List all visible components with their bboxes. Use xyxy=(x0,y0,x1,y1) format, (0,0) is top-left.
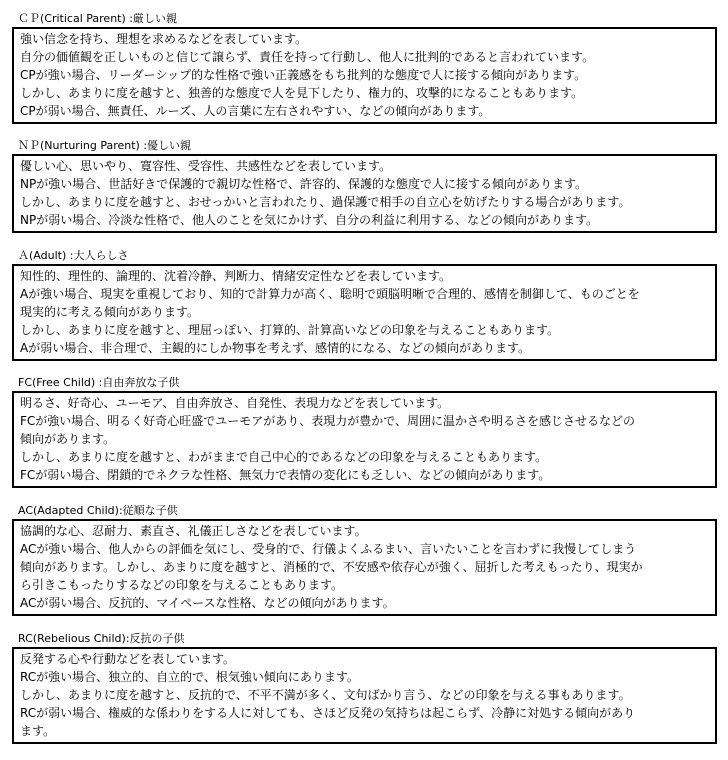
text-line: NPが強い場合、世話好きで保護的で親切な性格で、許容的、保護的な態度で人に接する傾向があります。 xyxy=(20,177,588,191)
text-line: RCが強い場合、独立的、自立的で、根気強い傾向にあります。 xyxy=(20,670,359,684)
section-cp xyxy=(12,12,717,124)
description-box xyxy=(12,154,717,233)
text-line: しかし、あまりに度を越すと、反抗的で、不平不満が多く、文句ばかり言う、などの印象を与える事もあります。 xyxy=(20,688,631,702)
text-line: 強い信念を持ち、理想を求めるなどを表しています。 xyxy=(20,32,308,46)
text-line: CPが弱い場合、無責任、ルーズ、人の言葉に左右されやすい、などの傾向があります。 xyxy=(20,104,491,118)
section-fc xyxy=(12,376,717,488)
description-box xyxy=(12,264,717,361)
text-line: しかし、あまりに度を越すと、おせっかいと言われたり、過保護で相手の自立心を妨げたりする場合があります。 xyxy=(20,195,631,209)
text-line: 知性的、理性的、論理的、沈着冷静、判断力、情緒安定性などを表しています。 xyxy=(20,269,452,283)
text-line: ACが強い場合、他人からの評価を気にし、受身的で、行儀よくふるまい、言いたいことを言わずに我慢してしまう xyxy=(20,542,637,556)
text-line: 協調的な心、忍耐力、素直さ、礼儀正しさなどを表しています。 xyxy=(20,524,367,538)
text-line: NPが弱い場合、冷淡な性格で、他人のことを気にかけず、自分の利益に利用する、などの傾向があります。 xyxy=(20,213,599,227)
text-line: 優しい心、思いやり、寛容性、受容性、共感性などを表しています。 xyxy=(20,159,392,173)
section-heading: Ａ(Adult) :大人らしさ xyxy=(18,249,129,262)
description-box xyxy=(12,519,717,616)
description-box xyxy=(12,391,717,488)
text-line: CPが強い場合、リーダーシップ的な性格で強い正義感をもち批判的な態度で人に接する傾向があります。 xyxy=(20,68,587,82)
section-heading: ＮＰ(Nurturing Parent) :優しい親 xyxy=(18,139,192,152)
text-line: しかし、あまりに度を越すと、わがままで自己中心的であるなどの印象を与えることもあります。 xyxy=(20,450,548,464)
text-line: FCが強い場合、明るく好奇心旺盛でユーモアがあり、表現力が豊かで、周囲に温かさや明るさを感じさせるなどの xyxy=(20,414,636,428)
text-line: FCが弱い場合、閉鎖的でネクラな性格、無気力で表情の変化にも乏しい、などの傾向があります。 xyxy=(20,468,551,482)
section-np xyxy=(12,139,717,233)
section-ac xyxy=(12,504,717,616)
description-box xyxy=(12,647,717,744)
text-line: ACが弱い場合、反抗的、マイペースな性格、などの傾向があります。 xyxy=(20,596,395,610)
text-line: 明るさ、好奇心、ユーモア、自由奔放さ、自発性、表現力などを表しています。 xyxy=(20,396,450,410)
text-line: しかし、あまりに度を越すと、独善的な態度で人を見下したり、権力的、攻撃的になることもあります。 xyxy=(20,86,584,100)
section-heading: ＣＰ(Critical Parent) :厳しい親 xyxy=(18,12,177,25)
description-box xyxy=(12,27,717,124)
text-line: Aが弱い場合、非合理で、主観的にしか物事を考えず、感情的になる、などの傾向があります。 xyxy=(20,341,531,355)
text-line: 傾向があります。しかし、あまりに度を越すと、消極的で、不安感や依存心が強く、屈折した考えもったり、現実か xyxy=(20,560,643,574)
section-heading: RC(Rebelious Child):反抗の子供 xyxy=(18,632,185,645)
section-a xyxy=(12,249,717,361)
text-line: 傾向があります。 xyxy=(20,432,116,446)
text-line: Aが強い場合、現実を重視しており、知的で計算力が高く、聡明で頭脳明晰で合理的、感情を制御して、ものごとを xyxy=(20,287,640,301)
text-line: RCが弱い場合、権威的な係わりをする人に対しても、さほど反発の気持ちは起こらず、冷静に対処する傾向があり xyxy=(20,706,636,720)
text-line: ます。 xyxy=(20,724,56,738)
section-rc xyxy=(12,632,717,744)
text-line: しかし、あまりに度を越すと、理屈っぽい、打算的、計算高いなどの印象を与えることもあります。 xyxy=(20,323,560,337)
text-line: ら引きこもったりするなどの印象を与えることもあります。 xyxy=(20,578,344,592)
section-heading: FC(Free Child) :自由奔放な子供 xyxy=(18,376,180,389)
text-line: 反発する心や行動などを表しています。 xyxy=(20,652,236,666)
section-heading: AC(Adapted Child):従順な子供 xyxy=(18,504,178,517)
text-line: 自分の価値観を正しいものと信じて譲らず、責任を持って行動し、他人に批判的であると言われています。 xyxy=(20,50,595,64)
text-line: 現実的に考える傾向があります。 xyxy=(20,305,200,319)
